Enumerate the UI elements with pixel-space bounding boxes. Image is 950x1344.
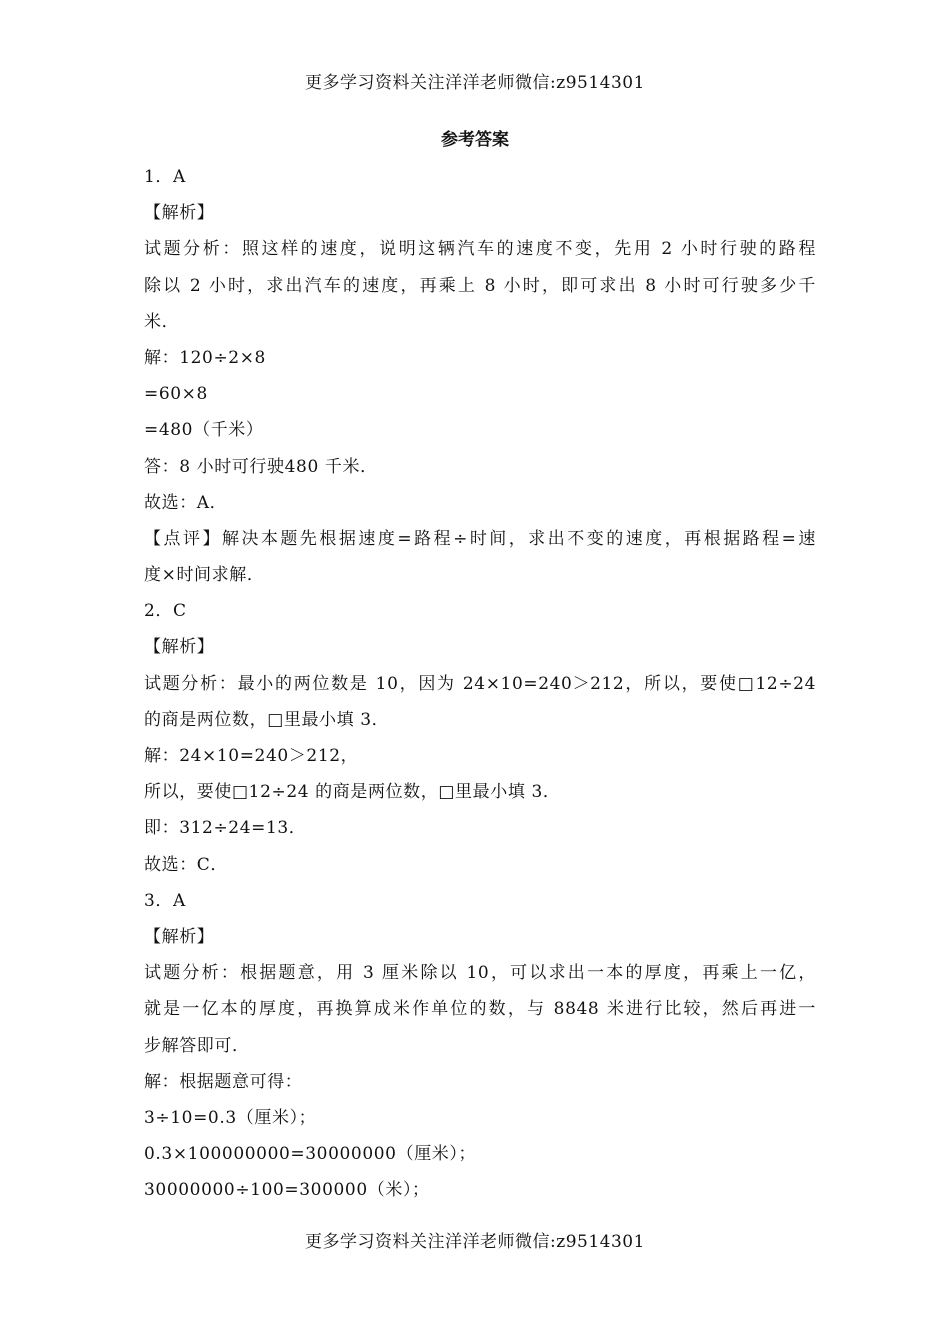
analysis-text: 步解答即可． bbox=[144, 1035, 250, 1056]
analysis-text: 试题分析：根据题意，用 3 厘米除以 10，可以求出一本的厚度，再乘上一亿， bbox=[144, 963, 816, 984]
analysis-heading: 【解析】 bbox=[144, 203, 215, 224]
solution-line: 解：120÷2×8 bbox=[144, 347, 266, 368]
analysis-heading: 【解析】 bbox=[144, 637, 215, 658]
solution-line: 3÷10=0.3（厘米）； bbox=[144, 1107, 317, 1128]
answer-body bbox=[144, 159, 816, 1208]
answer-number: 2．C bbox=[144, 601, 187, 622]
answer-line: 答：8 小时可行驶480 千米． bbox=[144, 456, 378, 477]
solution-line: 所以，要使□12÷24 的商是两位数，□里最小填 3． bbox=[144, 782, 561, 803]
solution-line: =480（千米） bbox=[144, 420, 264, 441]
page-title: 参考答案 bbox=[441, 130, 509, 150]
solution-line: 即：312÷24=13． bbox=[144, 818, 307, 839]
solution-line: 解：24×10=240＞212， bbox=[144, 746, 359, 766]
solution-line: 0.3×100000000=30000000（厘米）； bbox=[144, 1144, 477, 1165]
choice-line: 故选：A． bbox=[144, 492, 228, 513]
page-header-note: 更多学习资料关注洋洋老师微信:z9514301 bbox=[305, 73, 645, 93]
page-footer-note: 更多学习资料关注洋洋老师微信:z9514301 bbox=[305, 1232, 645, 1252]
analysis-text: 试题分析：最小的两位数是 10，因为 24×10=240＞212，所以，要使□12÷24 bbox=[144, 673, 816, 694]
analysis-text: 除以 2 小时，求出汽车的速度，再乘上 8 小时，即可求出 8 小时可行驶多少千 bbox=[144, 275, 816, 296]
analysis-text: 米． bbox=[144, 311, 180, 332]
analysis-text: 试题分析：照这样的速度，说明这辆汽车的速度不变，先用 2 小时行驶的路程 bbox=[144, 239, 816, 260]
analysis-text: 的商是两位数，□里最小填 3． bbox=[144, 709, 390, 730]
analysis-text: 就是一亿本的厚度，再换算成米作单位的数，与 8848 米进行比较，然后再进一 bbox=[144, 999, 816, 1020]
analysis-heading: 【解析】 bbox=[144, 926, 215, 947]
solution-line: =60×8 bbox=[144, 384, 208, 405]
solution-line: 解：根据题意可得： bbox=[144, 1071, 303, 1092]
comment-text: 度×时间求解． bbox=[144, 565, 265, 586]
solution-line: 30000000÷100=300000（米）； bbox=[144, 1180, 430, 1201]
answer-number: 3．A bbox=[144, 890, 186, 911]
comment-text: 【点评】解决本题先根据速度=路程÷时间，求出不变的速度，再根据路程=速 bbox=[144, 528, 816, 549]
answer-number: 1．A bbox=[144, 167, 186, 187]
choice-line: 故选：C． bbox=[144, 854, 229, 875]
